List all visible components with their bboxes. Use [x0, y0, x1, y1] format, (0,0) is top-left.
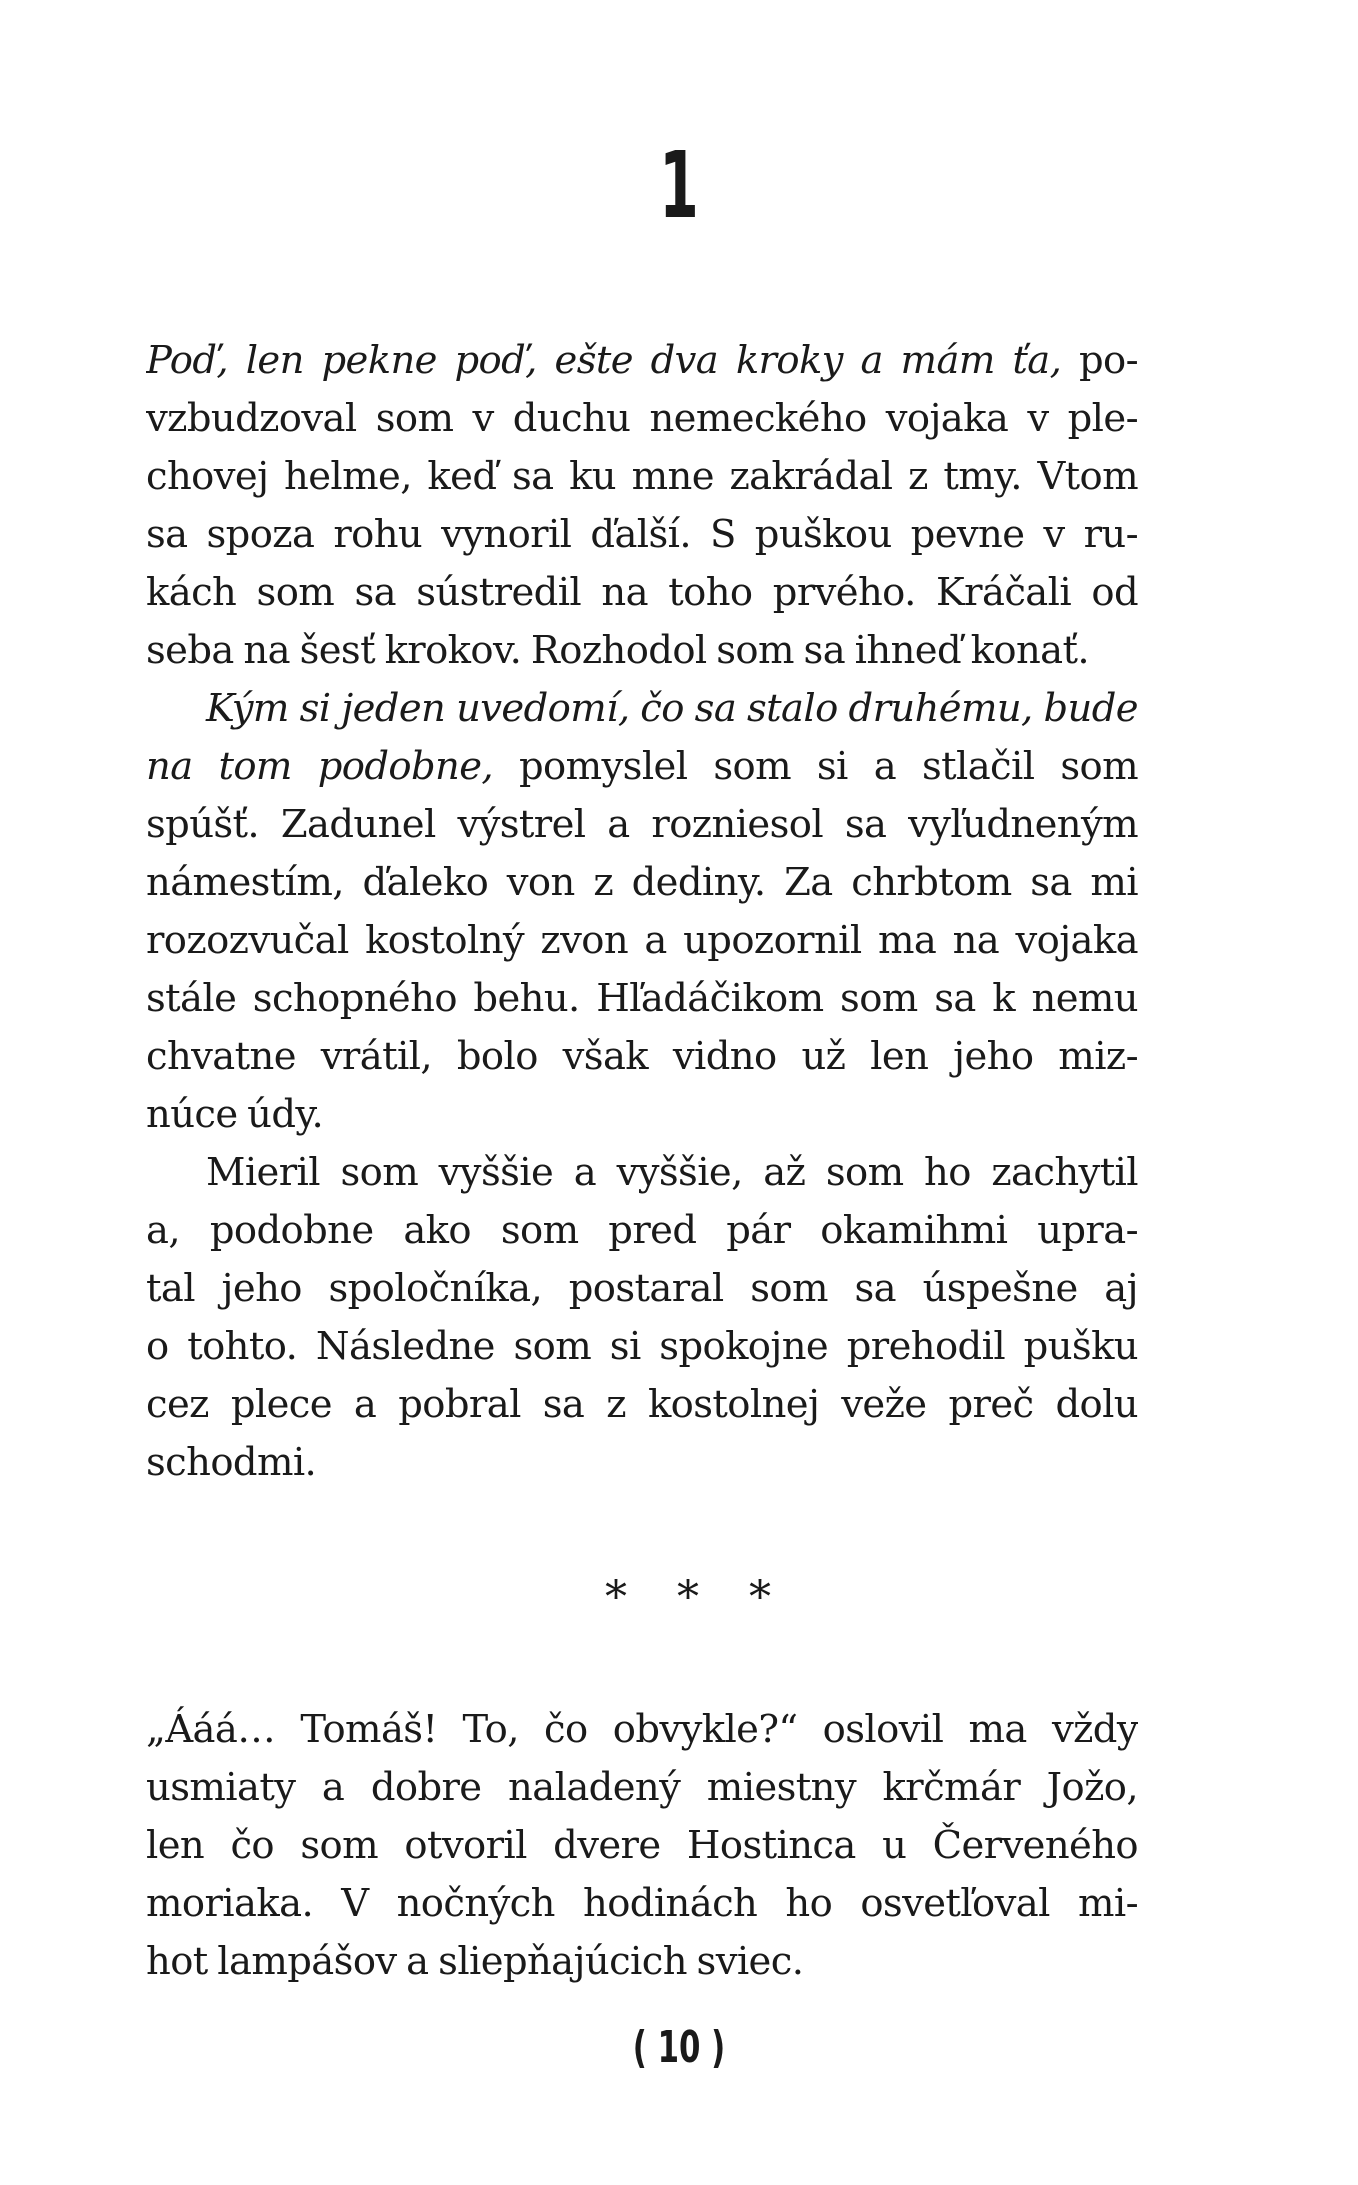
- text-line: o tohto. Následne som si spokojne prehodil pušku: [146, 1324, 1138, 1369]
- text-line: núce údy.: [146, 1092, 324, 1137]
- text-line: a, podobne ako som pred pár okamihmi upra-: [146, 1208, 1138, 1253]
- text-line: sa spoza rohu vynoril ďalší. S puškou pevne v ru-: [146, 512, 1138, 557]
- text-line: chovej helme, keď sa ku mne zakrádal z tmy. Vtom: [146, 454, 1138, 499]
- text-line: kách som sa sústredil na toho prvého. Kráčali od: [146, 570, 1138, 615]
- text-line: seba na šesť krokov. Rozhodol som sa ihneď konať.: [146, 628, 1090, 673]
- text-line: na tom podobne, pomyslel som si a stlačil som: [146, 744, 1138, 789]
- text-line: [146, 680, 1138, 738]
- text-line: usmiaty a dobre naladený miestny krčmár Jožo,: [146, 1765, 1138, 1810]
- section-2-text: [146, 1701, 1138, 1991]
- italic-phrase: na tom podobne,: [146, 744, 494, 789]
- text-line: moriaka. V nočných hodinách ho osvetľoval mi-: [146, 1881, 1138, 1926]
- text-line: cez plece a pobral sa z kostolnej veže preč dolu: [146, 1382, 1138, 1427]
- italic-phrase: Kým si jeden uvedomí, čo sa stalo druhému, bude: [206, 686, 1138, 731]
- scene-break: * * *: [605, 1572, 789, 1623]
- chapter-number: 1: [659, 132, 699, 239]
- text-line: „Ááá… Tomáš! To, čo obvykle?“ oslovil ma vždy: [146, 1707, 1138, 1752]
- text-line: stále schopného behu. Hľadáčikom som sa k nemu: [146, 976, 1138, 1021]
- text-line: námestím, ďaleko von z dediny. Za chrbtom sa mi: [146, 860, 1138, 905]
- text-line: spúšť. Zadunel výstrel a rozniesol sa vyľudneným: [146, 802, 1138, 847]
- text-line: tal jeho spoločníka, postaral som sa úspešne aj: [146, 1266, 1138, 1311]
- text-line: Mieril som vyššie a vyššie, až som ho zachytil: [206, 1150, 1138, 1195]
- text-line: hot lampášov a sliepňajúcich sviec.: [146, 1939, 804, 1984]
- text-line: vzbudzoval som v duchu nemeckého vojaka v ple-: [146, 396, 1138, 441]
- text-line: rozozvučal kostolný zvon a upozornil ma na vojaka: [146, 918, 1138, 963]
- page-number: ( 10 ): [632, 2022, 726, 2073]
- text-line: Poď, len pekne poď, ešte dva kroky a mám ťa, po-: [146, 338, 1138, 383]
- italic-phrase: Poď, len pekne poď, ešte dva kroky a mám ťa,: [146, 338, 1062, 383]
- text-line: chvatne vrátil, bolo však vidno už len jeho miz-: [146, 1034, 1138, 1079]
- section-1-text: [146, 332, 1138, 1492]
- text-line: schodmi.: [146, 1440, 317, 1485]
- text-line: len čo som otvoril dvere Hostinca u Červeného: [146, 1823, 1138, 1868]
